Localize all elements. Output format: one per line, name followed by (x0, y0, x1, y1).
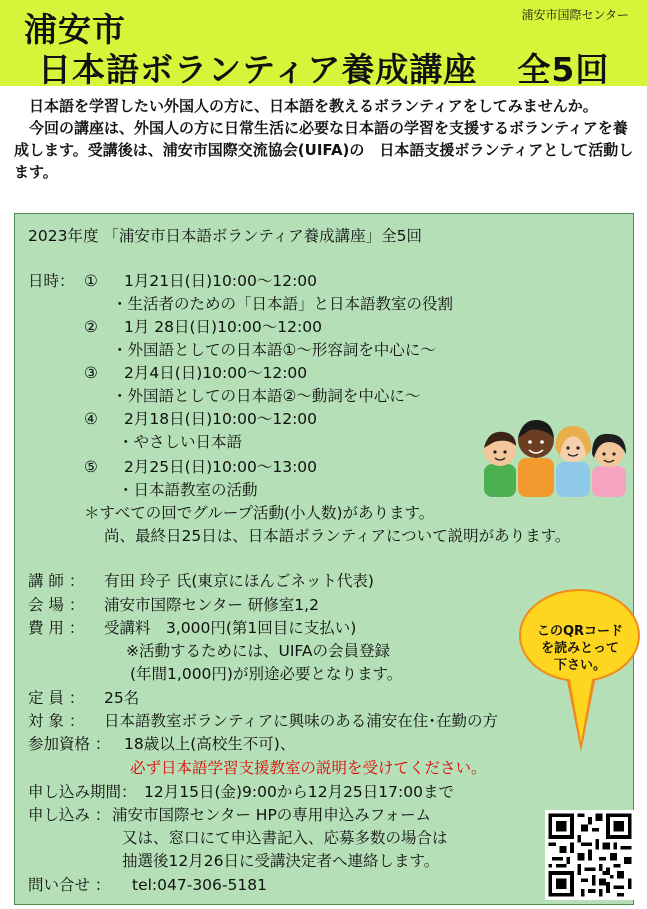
session-3-number: ③ (84, 364, 98, 382)
qr-callout-line-2: を読みとって (541, 641, 619, 656)
session-5-topic: ・日本語教室の活動 (118, 481, 258, 499)
schedule-label: 日時： (28, 272, 75, 290)
fee-note-annual: (年間1,000円)が別途必要となります。 (130, 665, 403, 683)
session-2-topic: ・外国語としての日本語①～形容詞を中心に～ (112, 341, 436, 359)
organizer-label: 浦安市国際センター (521, 8, 629, 22)
target-value: 日本語教室ボランティアに興味のある浦安在住･在勤の方 (104, 712, 499, 730)
capacity-label: 定 員 ： (28, 689, 85, 707)
person-boy-icon (484, 432, 516, 497)
session-5-date: 2月25日(日)10:00～13:00 (124, 458, 318, 476)
apply-line-2: 又は、窓口にて申込書記入、応募多数の場合は (122, 829, 448, 847)
group-activity-note: ＊すべての回でグループ活動(小人数)があります。 (84, 504, 435, 522)
session-1-date: 1月21日(日)10:00～12:00 (124, 272, 318, 290)
period-value: 12月15日(金)9:00から12月25日17:00まで (144, 783, 454, 801)
person-man-icon (518, 420, 554, 497)
session-4-number: ④ (84, 410, 98, 428)
session-2-number: ② (84, 318, 98, 336)
eligibility-label: 参加資格 ： (28, 735, 111, 753)
title-course-name: 日本語ボランティア養成講座 (38, 50, 478, 89)
lecturer-label: 講 師 ： (28, 572, 85, 590)
fee-note-membership: ※活動するためには、UIFAの会員登録 (126, 642, 391, 660)
capacity-value: 25名 (104, 689, 140, 707)
venue-label: 会 場 ： (28, 596, 85, 614)
contact-phone: tel:047-306-5181 (132, 876, 267, 894)
apply-label: 申し込み ： (28, 806, 111, 824)
lecturer-value: 有田 玲子 氏(東京にほんごネット代表) (104, 572, 374, 590)
eligibility-value: 18歳以上(高校生不可)、 (124, 735, 296, 753)
qr-code-icon[interactable] (545, 810, 635, 900)
header-banner (0, 0, 647, 89)
target-label: 対 象 ： (28, 712, 85, 730)
title-course (38, 44, 609, 91)
qr-callout-line-3: 下さい。 (553, 658, 606, 673)
session-3-date: 2月4日(日)10:00～12:00 (124, 364, 308, 382)
session-5-number: ⑤ (84, 458, 98, 476)
intro-paragraph-2: 今回の講座は、外国人の方に日常生活に必要な日本語の学習を支援するボランティアを養成します。受講後は、浦安市国際交流協会(UIFA)の 日本語支援ボランティアとして活動します。 (14, 119, 634, 181)
person-girl-icon (592, 434, 626, 497)
people-illustration (478, 412, 633, 497)
fee-value: 受講料 3,000円(第1回目に支払い) (104, 619, 357, 637)
session-4-date: 2月18日(日)10:00～12:00 (124, 410, 318, 428)
session-1-number: ① (84, 272, 98, 290)
bubble-tail-fill (569, 674, 593, 742)
course-heading: 2023年度 「浦安市日本語ボランティア養成講座」全5回 (28, 227, 422, 245)
intro-paragraph-1: 日本語を学習したい外国人の方に、日本語を教えるボランティアをしてみませんか。 (29, 97, 598, 115)
intro-text (14, 95, 636, 183)
period-label: 申し込み期間： (28, 783, 137, 801)
venue-value: 浦安市国際センター 研修室1,2 (104, 596, 319, 614)
session-2-date: 1月 28日(日)10:00～12:00 (124, 318, 322, 336)
title-session-count: 全5回 (517, 50, 610, 89)
apply-line-3: 抽選後12月26日に受講決定者へ連絡します。 (122, 852, 440, 870)
qr-callout-text (525, 623, 635, 674)
contact-label: 問い合せ ： (28, 876, 111, 894)
title-city: 浦安市 (24, 10, 126, 49)
session-4-topic: ・やさしい日本語 (118, 433, 243, 451)
session-1-topic: ・生活者のための「日本語」と日本語教室の役割 (112, 295, 454, 313)
qr-callout-line-1: このQRコード (536, 624, 624, 639)
final-day-note: 尚、最終日25日は、日本語ボランティアについて説明があります。 (104, 527, 571, 545)
fee-label: 費 用 ： (28, 619, 85, 637)
session-3-topic: ・外国語としての日本語②～動詞を中心に～ (112, 387, 421, 405)
apply-line-1: 浦安市国際センター HPの専用申込みフォーム (112, 806, 432, 824)
person-woman-icon (555, 426, 591, 497)
eligibility-warning: 必ず日本語学習支援教室の説明を受けてください。 (130, 759, 487, 777)
